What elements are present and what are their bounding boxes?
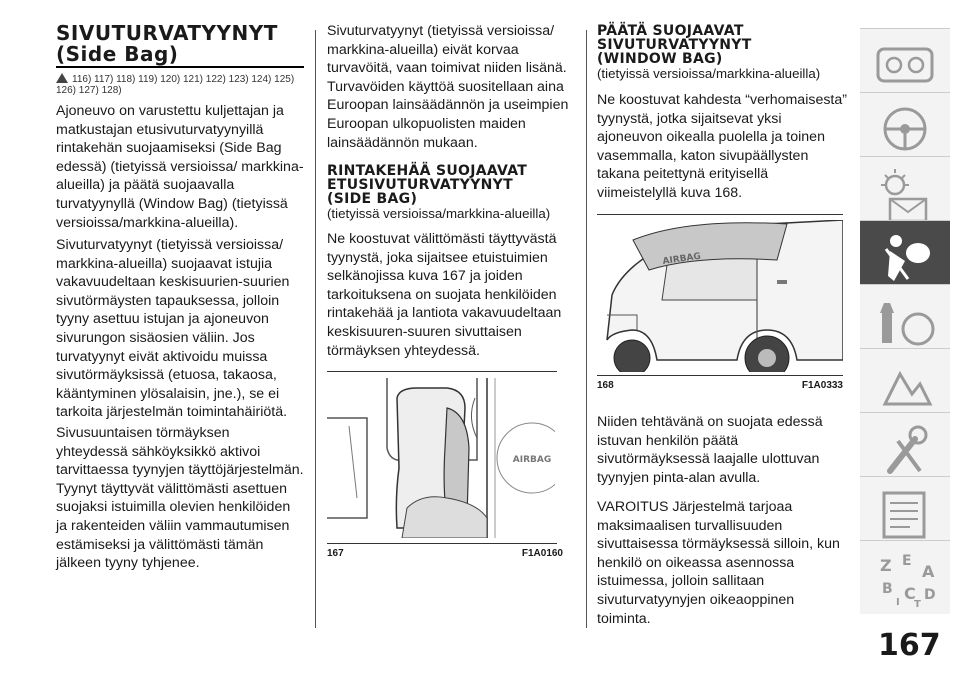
paragraph: Ne koostuvat kahdesta “verhomaisesta” tyynystä, jotka sijaitsevat yksi ajoneuvon oikealla puolella ja toinen vasemmalla, katon sivupäällysten takana peitettynä erityisellä viimeistelyllä kuva 168.: [597, 92, 847, 201]
paragraph: VAROITUS Järjestelmä tarjoaa maksimaalisen turvallisuuden sivuttaisessa törmäyksessä silloin, kun henkilö on oikeassa asennossa istuimessa, jolloin sallitaan sivuturvatyynyjen oikeaoppinen toiminta.: [597, 499, 840, 627]
figure-bottom-rule: [327, 543, 557, 544]
warning-refs-line-1: 116) 117) 118) 119) 120) 121) 122) 123) 124) 125): [72, 74, 295, 85]
figure-top-rule: [327, 371, 557, 372]
section-title: [56, 23, 278, 65]
figure-code: F1A0333: [801, 380, 843, 391]
paragraph: Ne koostuvat välittömästi täyttyvästä tyynystä, joka sijaitsee etuistuimien selkänojissa kuva 167 ja joiden tarkoituksena on suojata henkilöiden rintakehää ja lantiota vakavuudeltaan keskisuuren-suuren sivuttaisen törmäyksen yhteydessä.: [327, 231, 562, 359]
svg-text:B: B: [882, 581, 893, 597]
title-line-1: SIVUTURVATYYNYT: [56, 21, 278, 45]
figure-167: [327, 378, 555, 538]
subsection-heading: [597, 24, 752, 66]
sidebar-tab-warning-lights[interactable]: [860, 156, 950, 230]
svg-text:Z: Z: [880, 556, 892, 575]
svg-text:D: D: [924, 587, 936, 603]
sidebar-tab-index[interactable]: [860, 540, 950, 614]
figure-airbag-label: AIRBAG: [662, 251, 702, 267]
sidebar-tab-emergency[interactable]: [860, 348, 950, 422]
sidebar-tab-safety[interactable]: [860, 92, 950, 166]
svg-text:A: A: [922, 562, 935, 581]
svg-text:T: T: [914, 599, 921, 610]
figure-number: 168: [597, 380, 614, 391]
page-number: 167: [878, 628, 941, 663]
column-divider: [586, 30, 587, 628]
paragraph: Sivuturvatyynyt (tietyissä versioissa/ markkina-alueilla) eivät korvaa turvavöitä, vaan toimivat niiden lisänä. Turvavöiden käyttöä suositellaan aina Euroopan lainsäädännön ja useimpien Euroopan ulkopuolisten maiden lainsäädännön mukaan.: [327, 23, 569, 151]
svg-text:E: E: [902, 553, 912, 569]
sidebar-tab-maintenance[interactable]: [860, 412, 950, 486]
van-window-airbag-illustration: [597, 220, 843, 372]
warning-triangle-icon: [56, 73, 68, 83]
paragraph: Niiden tehtävänä on suojata edessä istuvan henkilön päätä sivutörmäyksessä laajalle ulottuvan tyynyjen pinta-alan avulla.: [597, 414, 823, 486]
figure-168: [597, 220, 843, 372]
heading-line-1: PÄÄTÄ SUOJAAVAT: [597, 23, 744, 39]
figure-airbag-label: AIRBAG: [512, 455, 552, 465]
chapter-sidebar: [860, 28, 950, 618]
warning-refs-line-2: 126) 127) 128): [56, 85, 122, 96]
sidebar-tab-starting[interactable]: [860, 284, 950, 358]
figure-top-rule: [597, 214, 843, 215]
subheading: (tietyissä versioissa/markkina-alueilla): [327, 206, 551, 221]
warning-refs: [56, 73, 316, 96]
paragraph: Ajoneuvo on varustettu kuljettajan ja matkustajan etusivuturvatyynyillä rintakehän suojaamiseksi (Side Bag edessä) (tietyissä versioissa/ markkina-alueilla) ja päätä suojaavalla turvatyynyllä (Window Bag) (tietyissä versioissa/markkina-alueilla).: [56, 103, 304, 231]
paragraph: Sivusuuntaisen törmäyksen yhteydessä sähköyksikkö aktivoi tarvittaessa tyynyjen täyttöjärjestelmän. Tyynyt täyttyvät välittömästi asettuen suojaksi istuimilla olevien henkilöiden ja rakenteiden väliin vammautumisen estämiseksi ja välittömästi tämän jälkeen tyyny tyhjenee.: [56, 425, 304, 572]
heading-line-1: RINTAKEHÄÄ SUOJAAVAT: [327, 163, 528, 179]
sidebar-tab-airbag[interactable]: [860, 220, 950, 294]
title-line-2: (Side Bag): [56, 42, 179, 66]
figure-bottom-rule: [597, 375, 843, 376]
column-divider: [315, 30, 316, 628]
alphabetical-index-icon: [860, 541, 950, 614]
subheading: (tietyissä versioissa/markkina-alueilla): [597, 66, 821, 81]
subsection-heading: [327, 164, 527, 206]
heading-line-2: SIVUTURVATYYNYT: [597, 37, 752, 53]
paragraph: Sivuturvatyynyt (tietyissä versioissa/ markkina-alueilla) suojaavat istujia vakavuudeltaan keskisuurien-suurien sivutörmäysten tapauksessa, jolloin tyyny asettuu istujan ja ajoneuvon sivurungon sisäosien väliin. Jos turvatyynyt eivät aktivoidu muissa sivutörmäyksissä (etuosa, takaosa, kääntyminen ylösalaisin, jne.), se ei tarkoita järjestelmän toimintahäiriötä.: [56, 237, 290, 421]
heading-line-3: (WINDOW BAG): [597, 51, 723, 67]
seat-airbag-illustration: [327, 378, 555, 538]
title-rule: [56, 66, 304, 68]
figure-number: 167: [327, 548, 344, 559]
sidebar-tab-specifications[interactable]: [860, 476, 950, 550]
svg-text:C: C: [904, 584, 916, 603]
heading-line-3: (SIDE BAG): [327, 191, 418, 207]
sidebar-tab-dashboard[interactable]: [860, 28, 950, 102]
heading-line-2: ETUSIVUTURVATYYNYT: [327, 177, 513, 193]
svg-text:I: I: [896, 597, 900, 608]
figure-code: F1A0160: [521, 548, 563, 559]
